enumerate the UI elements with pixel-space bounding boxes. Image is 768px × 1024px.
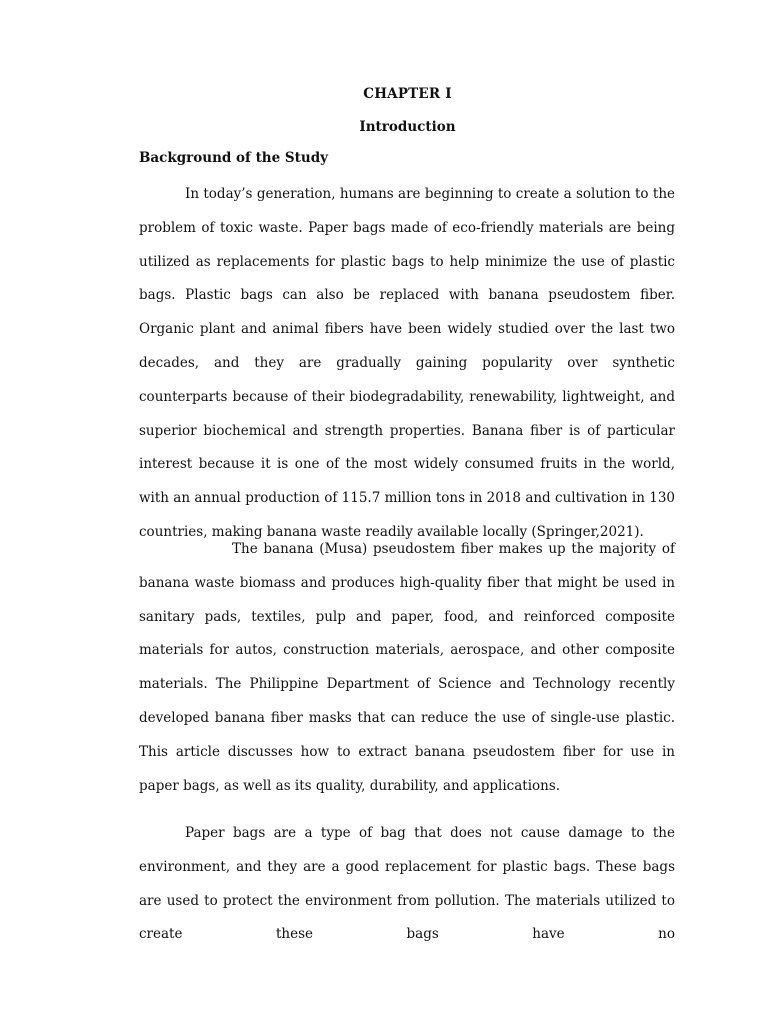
chapter-title: CHAPTER I — [363, 86, 452, 102]
paragraph-1: In today’s generation, humans are beginning to create a solution to the problem of toxic waste. Paper bags made of eco-friendly materials are being utilized as replacements for plastic bags to help minimize the use of plastic bags. Plastic bags can also be replaced with banana pseudostem fiber. Organic plant and animal fibers have been widely studied over the last two decades, and they are gradually gaining popularity over synthetic counterparts because of their biodegradability, renewability, lightweight, and superior biochemical and strength properties. Banana fiber is of particular interest because it is one of the most widely consumed fruits in the world, with an annual production of 115.7 million tons in 2018 and cultivation in 130 countries, making banana waste readily available locally (Springer,2021). — [139, 186, 675, 540]
paragraph-2: The banana (Musa) pseudostem fiber makes up the majority of banana waste biomass and produces high-quality fiber that might be used in sanitary pads, textiles, pulp and paper, food, and reinforced composite materials for autos, construction materials, aerospace, and other composite materials. The Philippine Department of Science and Technology recently developed banana fiber masks that can reduce the use of single-use plastic. This article discusses how to extract banana pseudostem fiber for use in paper bags, as well as its quality, durability, and applications. — [139, 541, 675, 794]
paragraph-3: Paper bags are a type of bag that does not cause damage to the environment, and they are a good replacement for plastic bags. These bags are used to protect the environment from pollution. The materials utilized to create these bags have no — [139, 825, 675, 943]
section-heading: Background of the Study — [139, 150, 328, 166]
chapter-subtitle: Introduction — [359, 119, 456, 135]
